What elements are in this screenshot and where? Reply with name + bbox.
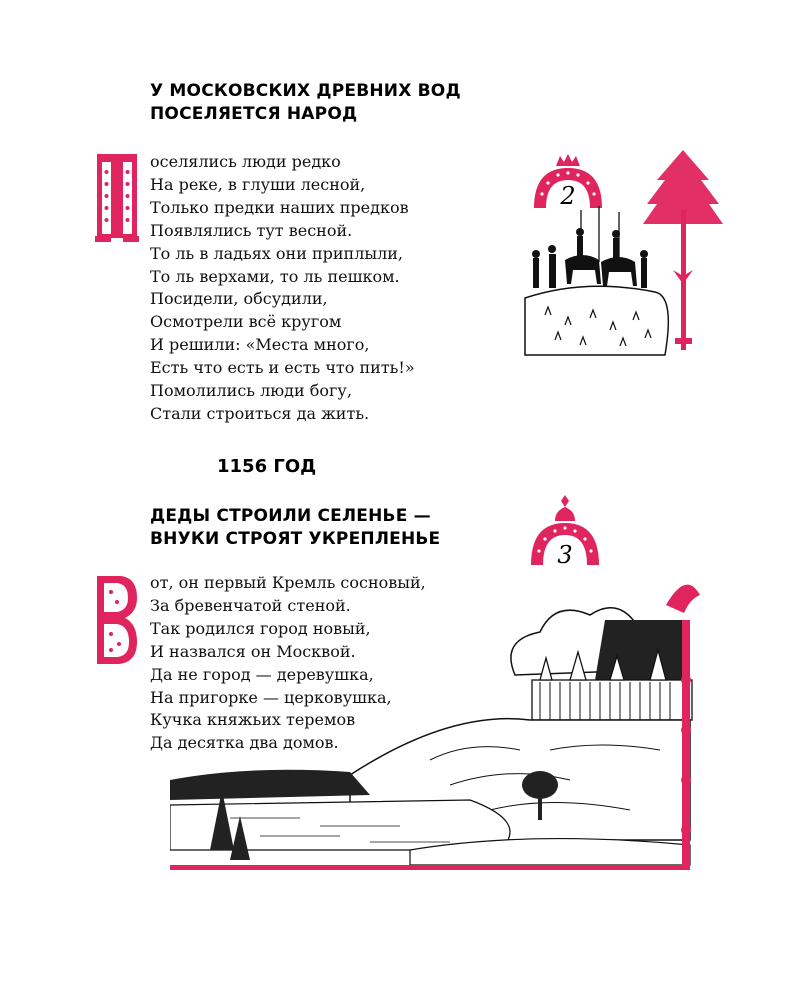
poem-line: Так родился город новый, [150,618,371,638]
poem-line: Есть что есть и есть что пить!» [150,358,415,378]
poem-line: оселялись люди редко [150,152,341,171]
poem-line: Стали строиться да жить. [150,403,370,423]
riders-scene [515,150,725,360]
section1-heading [150,80,461,126]
poem-line: Да десятка два домов. [150,733,339,753]
section2-heading [150,505,440,551]
poem-line: На реке, в глуши лесной, [150,174,366,194]
section2-heading-line2: ВНУКИ СТРОЯТ УКРЕПЛЕНЬЕ [150,529,441,549]
section1-heading-line1: У МОСКОВСКИХ ДРЕВНИХ ВОД [150,81,461,101]
year-heading: 1156 ГОД [217,456,317,477]
poem-line: И назвался он Москвой. [150,641,356,661]
section1-poem [150,151,415,426]
poem-line: То ль верхами, то ль пешком. [150,266,400,286]
poem-line: За бревенчатой стеной. [150,595,351,615]
kremlin-landscape [170,560,700,885]
poem-line: Кучка княжьих теремов [150,710,356,730]
poem-line: Только предки наших предков [150,197,409,217]
dropcap-p [95,152,139,244]
poem-line: Осмотрели всё кругом [150,312,342,332]
poem-line: Появлялись тут весной. [150,220,353,240]
poem-line: То ль в ладьях они приплыли, [150,243,404,263]
section1-heading-line2: ПОСЕЛЯЕТСЯ НАРОД [150,104,358,124]
section2-heading-line1: ДЕДЫ СТРОИЛИ СЕЛЕНЬЕ — [150,506,431,526]
poem-line: от, он первый Кремль сосновый, [150,573,426,592]
riders-illustration [515,150,725,360]
poem-line: Посидели, обсудили, [150,289,328,309]
badge-number: 2 [560,182,576,210]
badge-number: 3 [557,541,573,569]
dropcap-v [95,574,139,666]
kremlin-illustration [170,560,700,885]
poem-line: Помолились люди богу, [150,381,352,401]
poem-line: Да не город — деревушка, [150,664,374,684]
poem-line: И решили: «Места много, [150,335,370,355]
poem-line: На пригорке — церковушка, [150,687,392,707]
